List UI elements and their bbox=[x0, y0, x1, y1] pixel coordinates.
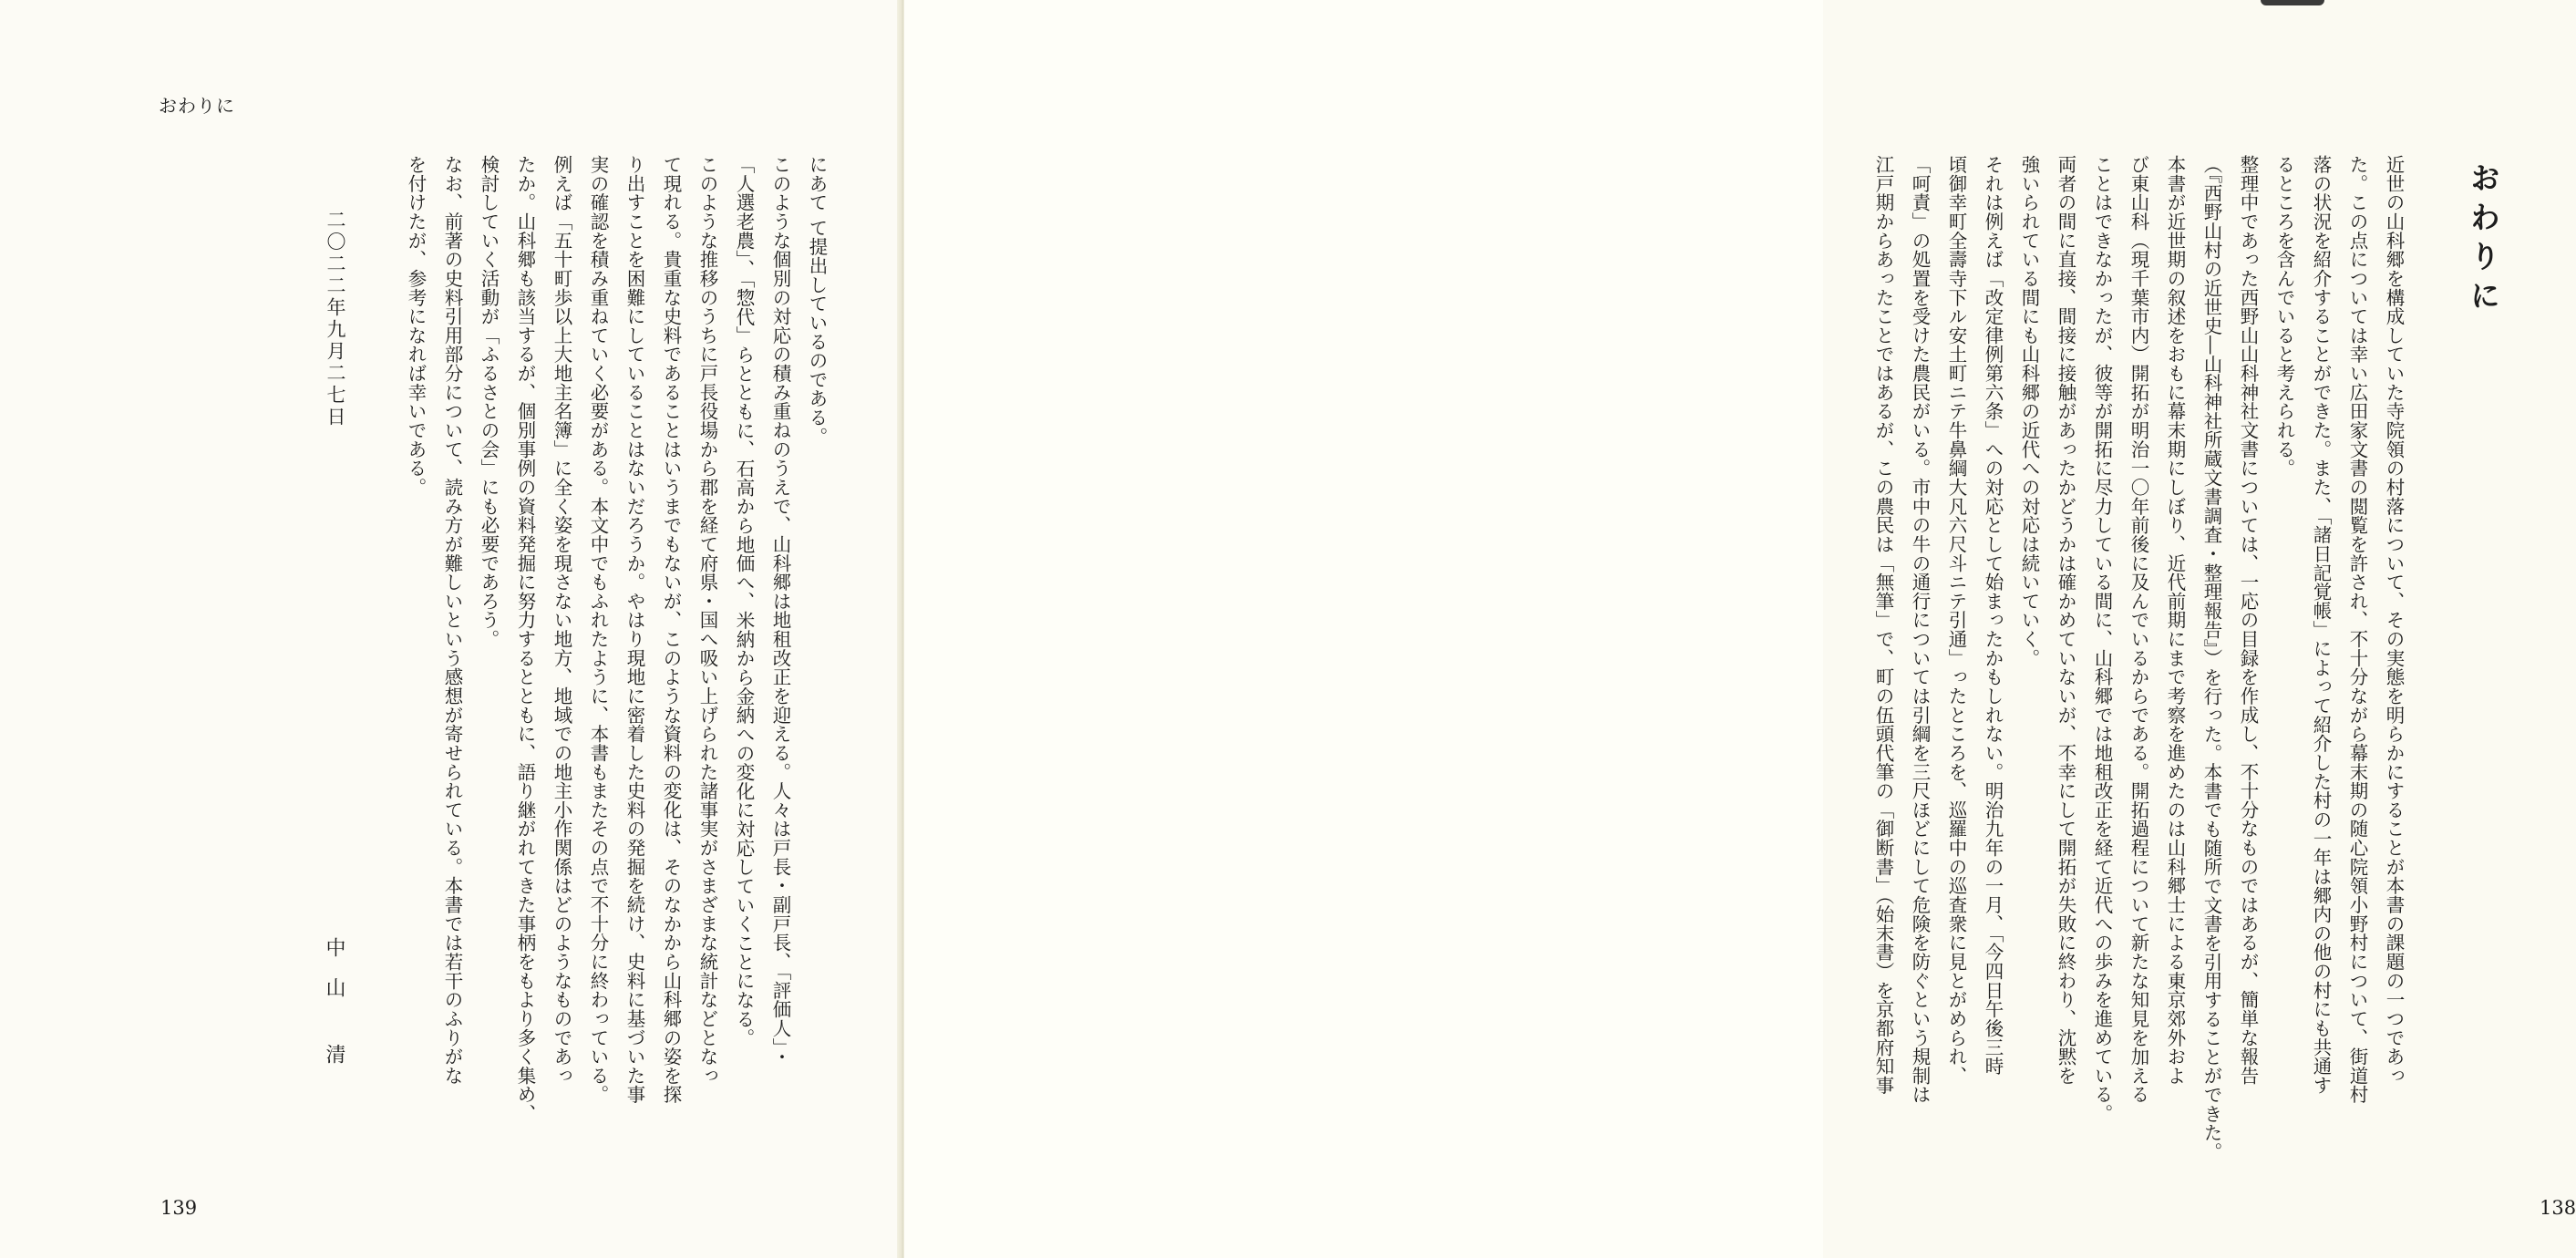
running-head: おわりに bbox=[159, 95, 235, 117]
text-line: なお、前著の史料引用部分について、読み方が難しいという感想が寄せられている。本書では若干のふりがな bbox=[441, 155, 463, 1086]
text-line: （『西野山村の近世史―山科神社所蔵文書調査・整理報告』）を行った。本書でも随所で文書を引用することができた。 bbox=[2200, 155, 2222, 1161]
text-line: 検討していく活動が「ふるさとの会」にも必要であろう。 bbox=[478, 155, 500, 649]
scan-mark bbox=[2261, 0, 2324, 5]
text-line: このような推移のうちに戸長役場から郡を経て府県・国へ吸い上げられた諸事実がさまざまな統計などとなっ bbox=[696, 155, 718, 1086]
page-number-left: 139 bbox=[160, 1197, 198, 1219]
text-line: り出すことを困難にしていることはないだろうか。やはり現地に密着した史料の発掘を続け、史料に基づいた事 bbox=[623, 155, 645, 1104]
right-page bbox=[904, 0, 2576, 1258]
left-page bbox=[0, 0, 901, 1258]
signature-name: 中山 清 bbox=[323, 937, 345, 1084]
text-line: 両者の間に直接、間接に接触があったかどうかは確かめていないが、不幸にして開拓が失敗に終わり、沈黙を bbox=[2055, 155, 2076, 1086]
text-line: それは例えば「改定律例第六条」への対応として始まったかもしれない。明治九年の一月、「今四日午後三時 bbox=[1982, 155, 2004, 1076]
text-line: 近世の山科郷を構成していた寺院領の村落について、その実態を明らかにすることが本書の課題の一つであっ bbox=[2383, 155, 2405, 1086]
text-line: て現れる。貴重な史料であることはいうまでもないが、このような資料の変化は、そのなかから山科郷の姿を探 bbox=[660, 155, 682, 1104]
text-line: るところを含んでいると考えられる。 bbox=[2273, 155, 2295, 478]
page-number-right: 138 bbox=[2540, 1197, 2576, 1219]
text-line: 江戸期からあったことではあるが、この農民は「無筆」で、町の伍頭代筆の「御断書」（始末書）を京都府知事 bbox=[1872, 155, 1894, 1095]
left-body-text bbox=[396, 155, 835, 1167]
text-line: 整理中であった西野山山科神社文書については、一応の目録を作成し、不十分なものではあるが、簡単な報告 bbox=[2237, 155, 2259, 1086]
text-line: たか。山科郷も該当するが、個別事例の資料発掘に努力するとともに、語り継がれてきた事柄をもより多く集め、 bbox=[514, 155, 536, 1123]
signature-date: 二〇二二年九月二七日 bbox=[325, 210, 346, 428]
text-line: このような個別の対応の積み重ねのうえで、山科郷は地租改正を迎える。人々は戸長・副戸長、「評価人」・ bbox=[769, 155, 791, 1067]
text-line: 強いられている間にも山科郷の近代への対応は続いていく。 bbox=[2018, 155, 2040, 668]
right-body-text bbox=[1864, 155, 2412, 1176]
text-line: を付けたが、参考になれば幸いである。 bbox=[405, 155, 427, 497]
text-line: 「人選老農」、「惣代」らとともに、石高から地価へ、米納から金納への変化に対応していくことになる。 bbox=[733, 155, 755, 1047]
text-line: た。この点については幸い広田家文書の閲覧を許され、不十分ながら幕末期の随心院領小野村について、街道村 bbox=[2346, 155, 2368, 1104]
text-line: 頃御幸町全壽寺下ル安土町ニテ牛鼻綱大凡六尺斗ニテ引通」ったところを、巡羅中の巡査衆に見とがめられ、 bbox=[1945, 155, 1967, 1086]
text-line: 落の状況を紹介することができた。また、「諸日記覚帳」によって紹介した村の一年は郷内の他の村にも共通す bbox=[2310, 155, 2332, 1095]
text-line: にあて て提出しているのである。 bbox=[806, 155, 828, 447]
text-line: 例えば「五十町歩以上大地主名簿」に全く姿を現さない地方、地域での地主小作関係はどのようなものであっ bbox=[551, 155, 572, 1086]
text-line: 実の確認を積み重ねていく必要がある。本文中でもふれたように、本書もまたその点で不十分に終わっている。 bbox=[587, 155, 609, 1104]
text-line: び東山科（現千葉市内）開拓が明治一〇年前後に及んでいるからである。開拓過程について新たな知見を加える bbox=[2128, 155, 2149, 1104]
text-line: 本書が近世期の叙述をおもに幕末期にしぼり、近代前期にまで考察を進めたのは山科郷士による東京郊外およ bbox=[2164, 155, 2186, 1086]
text-line: 「呵責」の処置を受けた農民がいる。市中の牛の通行については引綱を三尺ほどにして危険を防ぐという規制は bbox=[1909, 155, 1931, 1104]
chapter-title: おわりに bbox=[2466, 162, 2501, 319]
text-line: ことはできなかったが、彼等が開拓に尽力している間に、山科郷では地租改正を経て近代への歩みを進めている。 bbox=[2091, 155, 2113, 1123]
